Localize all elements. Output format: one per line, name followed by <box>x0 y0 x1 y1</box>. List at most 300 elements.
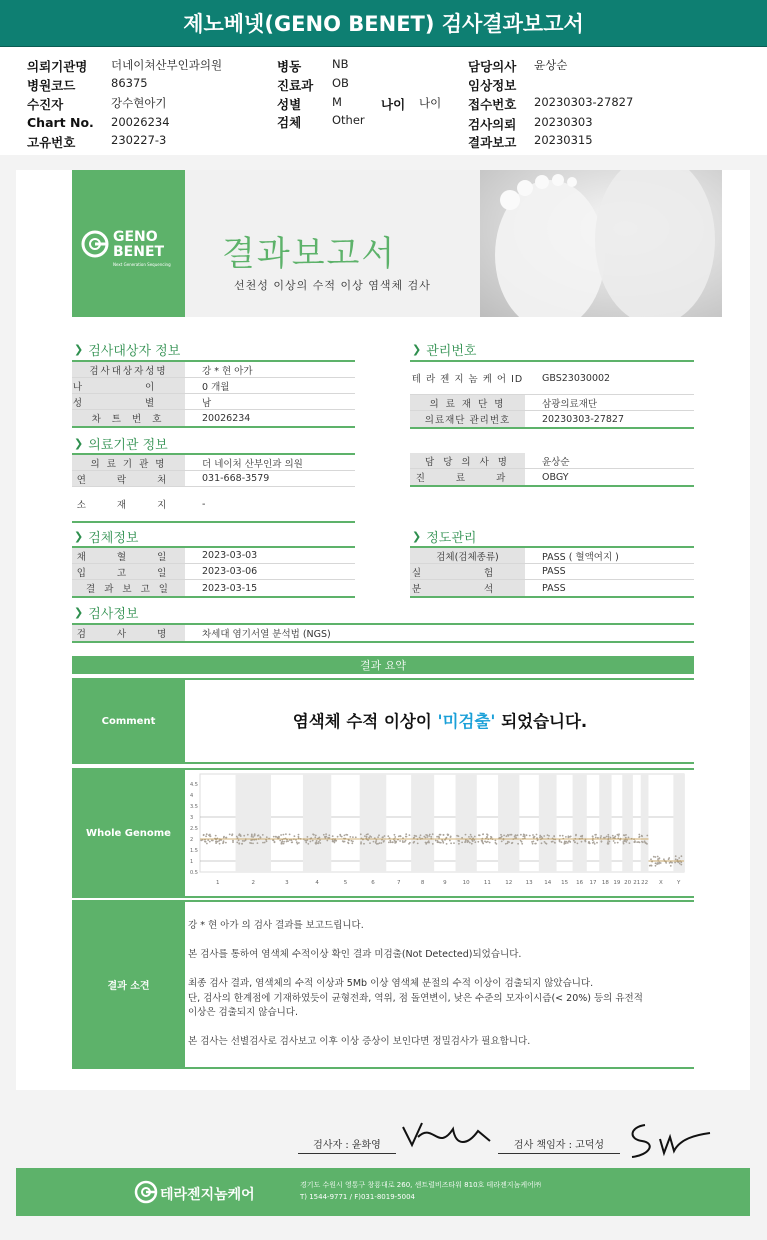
data-point <box>247 834 249 836</box>
data-point <box>606 836 608 838</box>
finding-line: 단, 검사의 한계점에 기재하였듯이 균형전좌, 역위, 점 돌연변이, 낮은 수준의 모자이시즘(< 20%) 등의 유전적 <box>188 993 643 1004</box>
specimen-value: Other <box>332 113 365 127</box>
data-point <box>203 834 205 836</box>
data-point <box>312 833 314 835</box>
x-tick-label: 3 <box>285 880 289 886</box>
data-point <box>419 837 421 839</box>
data-point <box>594 843 596 845</box>
data-point <box>287 840 289 842</box>
findings-label: 결과 소견 <box>107 981 150 992</box>
data-point <box>471 843 473 845</box>
data-point <box>521 843 523 845</box>
data-point <box>425 834 427 836</box>
data-point <box>461 842 463 844</box>
report-title: 제노베넷(GENO BENET) 검사결과보고서 <box>183 12 584 36</box>
data-point <box>291 839 293 841</box>
row-label: 의 료 재 단 명 <box>410 395 525 410</box>
data-point <box>312 840 314 842</box>
data-point <box>262 834 264 836</box>
data-point <box>458 843 460 845</box>
data-point <box>618 833 620 835</box>
table-row <box>72 548 355 564</box>
x-tick-label: X <box>659 880 663 886</box>
data-point <box>600 835 602 837</box>
data-point <box>280 834 282 836</box>
data-point <box>352 836 354 838</box>
doctor-value: 윤상순 <box>534 58 568 72</box>
data-point <box>608 836 610 838</box>
data-point <box>559 839 561 841</box>
data-point <box>592 836 594 838</box>
logo-tagline: Next Generation Sequencing <box>113 262 171 267</box>
data-point <box>414 835 416 837</box>
data-point <box>209 836 211 838</box>
data-point <box>392 841 394 843</box>
data-point <box>612 837 614 839</box>
data-point <box>594 834 596 836</box>
data-point <box>447 834 449 836</box>
data-point <box>417 843 419 845</box>
order-info-panel <box>0 47 767 155</box>
data-point <box>514 836 516 838</box>
row-value: 차세대 염기서열 분석법 (NGS) <box>202 629 331 640</box>
footer-address: 경기도 수원시 영통구 창룡대로 260, 센트럴비즈타워 810호 테라젠지놈케어㈜ <box>300 1181 541 1189</box>
data-point <box>283 834 285 836</box>
data-point <box>291 841 293 843</box>
management-table <box>410 360 694 429</box>
data-point <box>425 843 427 845</box>
data-point <box>319 842 321 844</box>
data-point <box>423 836 425 838</box>
chromosome-band <box>573 774 587 872</box>
data-point <box>553 836 555 838</box>
x-tick-label: 19 <box>613 880 621 886</box>
table-row <box>72 564 355 580</box>
row-value: 삼광의료재단 <box>542 398 598 410</box>
data-point <box>507 834 509 836</box>
data-point <box>505 843 507 845</box>
row-label: 담 당 의 사 명 <box>410 453 525 468</box>
data-point <box>307 836 309 838</box>
data-point <box>399 840 401 842</box>
data-point <box>413 841 415 843</box>
receipt-label: 접수번호 <box>468 97 517 112</box>
result-date-value: 20230315 <box>534 133 593 147</box>
x-tick-label: 5 <box>343 880 348 886</box>
y-tick-label: 3 <box>190 815 194 821</box>
data-point <box>634 840 636 842</box>
chromosome-band <box>411 774 434 872</box>
row-value: PASS ( 혈액여지 ) <box>542 551 619 563</box>
data-point <box>250 842 252 844</box>
data-point <box>328 837 330 839</box>
banner-subtitle: 선천성 이상의 수적 이상 염색체 검사 <box>234 279 431 292</box>
row-value: 더 네이처 산부인과 의원 <box>202 458 303 470</box>
whole-genome-chart <box>188 772 690 892</box>
data-point <box>623 834 625 836</box>
row-label: 결 과 보 고 일 <box>72 580 185 596</box>
data-point <box>364 835 366 837</box>
x-tick-label: 12 <box>505 880 513 886</box>
data-point <box>242 840 244 842</box>
data-point <box>644 840 646 842</box>
data-point <box>526 834 528 836</box>
data-point <box>668 857 670 859</box>
result-summary-bar <box>72 656 694 674</box>
data-point <box>209 834 211 836</box>
data-point <box>266 836 268 838</box>
data-point <box>614 842 616 844</box>
data-point <box>565 836 567 838</box>
data-point <box>325 833 327 835</box>
data-point <box>252 836 254 838</box>
row-label: 검 사 명 <box>72 625 185 641</box>
data-point <box>487 834 489 836</box>
row-label: 나 이 <box>72 378 185 393</box>
data-point <box>438 841 440 843</box>
data-point <box>241 843 243 845</box>
data-point <box>468 841 470 843</box>
data-point <box>285 833 287 835</box>
data-point <box>337 836 339 838</box>
data-point <box>515 837 517 839</box>
row-value: PASS <box>542 582 566 594</box>
chromosome-points <box>612 833 622 843</box>
data-point <box>219 843 221 845</box>
chromosome-band <box>599 774 611 872</box>
row-value: 강 * 현 아가 <box>202 365 253 377</box>
x-tick-label: 9 <box>443 880 447 886</box>
director-signature <box>620 1117 715 1162</box>
data-point <box>236 842 238 844</box>
data-point <box>378 834 380 836</box>
data-point <box>482 833 484 835</box>
table-row <box>72 410 355 426</box>
data-point <box>238 840 240 842</box>
test-table <box>72 623 694 643</box>
data-point <box>450 836 452 838</box>
unique-value: 230227-3 <box>111 133 167 147</box>
data-point <box>474 841 476 843</box>
data-point <box>595 837 597 839</box>
row-label: 성 별 <box>72 394 185 409</box>
data-point <box>243 835 245 837</box>
genome-label: Whole Genome <box>86 827 171 839</box>
section-subject-title: 검사대상자 정보 <box>88 344 181 359</box>
data-point <box>552 841 554 843</box>
specimen-table <box>72 546 355 598</box>
x-tick-label: 4 <box>315 880 319 886</box>
data-point <box>257 835 259 837</box>
data-point <box>369 835 371 837</box>
finding-line: 강 * 현 아가 의 검사 결과를 보고드립니다. <box>188 920 364 931</box>
data-point <box>674 862 676 864</box>
data-point <box>479 834 481 836</box>
data-point <box>427 836 429 838</box>
chromosome-band <box>622 774 633 872</box>
data-point <box>465 834 467 836</box>
comment-highlight: '미검출' <box>437 712 496 731</box>
director-signature-line <box>498 1136 620 1154</box>
row-value: PASS <box>542 566 566 577</box>
data-point <box>394 836 396 838</box>
table-row <box>72 580 355 596</box>
data-point <box>360 841 362 843</box>
data-point <box>257 842 259 844</box>
chart-no-label: Chart No. <box>27 115 94 130</box>
data-point <box>607 843 609 845</box>
data-point <box>314 836 316 838</box>
data-point <box>273 836 275 838</box>
data-point <box>517 834 519 836</box>
data-point <box>453 842 455 844</box>
data-point <box>232 840 234 842</box>
data-point <box>536 834 538 836</box>
data-point <box>420 834 422 836</box>
data-point <box>546 843 548 845</box>
data-point <box>486 837 488 839</box>
data-point <box>655 865 657 867</box>
data-point <box>496 843 498 845</box>
chromosome-points <box>633 834 640 844</box>
data-point <box>332 835 334 837</box>
data-point <box>319 839 321 841</box>
chart-no-value: 20026234 <box>111 115 170 129</box>
data-point <box>373 841 375 843</box>
data-point <box>468 836 470 838</box>
data-point <box>215 842 217 844</box>
data-point <box>432 843 434 845</box>
data-point <box>663 858 665 860</box>
data-point <box>377 836 379 838</box>
data-point <box>675 855 677 857</box>
row-value: 윤상순 <box>542 456 570 468</box>
data-point <box>427 842 429 844</box>
x-tick-label: 17 <box>589 880 597 886</box>
banner-logo-panel <box>72 170 185 317</box>
x-tick-label: 22 <box>641 880 649 886</box>
data-point <box>394 842 396 844</box>
sex-label: 성별 <box>277 97 302 112</box>
data-point <box>522 835 524 837</box>
data-point <box>607 834 609 836</box>
data-point <box>561 841 563 843</box>
data-point <box>223 836 225 838</box>
patient-label: 수진자 <box>27 97 64 112</box>
section-institution-title: 의료기관 정보 <box>88 438 168 453</box>
physician-table <box>410 453 694 487</box>
data-point <box>240 834 242 836</box>
data-point <box>559 835 561 837</box>
chromosome-band <box>498 774 519 872</box>
director-label: 검사 책임자 : 고덕성 <box>513 1140 605 1151</box>
data-point <box>215 835 217 837</box>
data-point <box>383 840 385 842</box>
data-point <box>575 834 577 836</box>
data-point <box>446 843 448 845</box>
data-point <box>297 843 299 845</box>
data-point <box>520 834 522 836</box>
data-point <box>430 836 432 838</box>
data-point <box>363 843 365 845</box>
data-point <box>612 835 614 837</box>
data-point <box>500 834 502 836</box>
data-point <box>482 842 484 844</box>
section-management-title: 관리번호 <box>426 344 477 359</box>
table-row <box>72 455 355 471</box>
chevron-right-icon: ❯ <box>412 530 422 543</box>
row-label: 분 석 <box>410 580 525 596</box>
data-point <box>200 840 202 842</box>
data-point <box>503 835 505 837</box>
table-row <box>410 469 694 485</box>
data-point <box>229 834 231 836</box>
data-point <box>477 841 479 843</box>
data-point <box>646 843 648 845</box>
data-point <box>573 840 575 842</box>
x-tick-label: 6 <box>371 880 375 886</box>
data-point <box>205 841 207 843</box>
data-point <box>623 843 625 845</box>
chromosome-band <box>235 774 270 872</box>
table-row <box>72 362 355 378</box>
data-point <box>279 840 281 842</box>
tester-label: 검사자 : 윤화영 <box>313 1140 381 1151</box>
divider <box>72 896 694 898</box>
data-point <box>670 865 672 867</box>
data-point <box>218 840 220 842</box>
data-point <box>577 843 579 845</box>
data-point <box>509 834 511 836</box>
data-point <box>381 842 383 844</box>
data-point <box>532 834 534 836</box>
section-specimen-title: 검체정보 <box>88 531 139 546</box>
data-point <box>389 840 391 842</box>
report-title-bar <box>0 0 767 47</box>
data-point <box>283 843 285 845</box>
y-tick-label: 1.5 <box>190 848 198 854</box>
data-point <box>568 835 570 837</box>
row-label: 실 험 <box>410 564 525 579</box>
table-row <box>410 548 694 564</box>
data-point <box>610 837 612 839</box>
data-point <box>387 835 389 837</box>
divider <box>72 1067 694 1069</box>
data-point <box>238 842 240 844</box>
data-point <box>211 840 213 842</box>
section-test <box>74 603 138 622</box>
data-point <box>209 841 211 843</box>
data-point <box>272 839 274 841</box>
data-point <box>507 841 509 843</box>
data-point <box>584 840 586 842</box>
table-row <box>72 625 694 641</box>
data-point <box>388 842 390 844</box>
data-point <box>625 837 627 839</box>
data-point <box>326 840 328 842</box>
data-point <box>315 835 317 837</box>
x-tick-label: 18 <box>601 880 609 886</box>
data-point <box>581 836 583 838</box>
data-point <box>487 841 489 843</box>
data-point <box>562 835 564 837</box>
y-tick-label: 2 <box>190 837 194 843</box>
chromosome-band <box>641 774 649 872</box>
chromosome-band <box>360 774 387 872</box>
sex-value: M <box>332 95 342 109</box>
data-point <box>622 841 624 843</box>
table-row <box>72 378 355 394</box>
data-point <box>471 836 473 838</box>
data-point <box>315 843 317 845</box>
doctor-label: 담당의사 <box>468 59 517 74</box>
chevron-right-icon: ❯ <box>74 606 84 619</box>
data-point <box>613 840 615 842</box>
data-point <box>443 834 445 836</box>
section-specimen <box>74 527 138 546</box>
data-point <box>456 835 458 837</box>
ward-label: 병동 <box>277 59 302 74</box>
data-point <box>567 842 569 844</box>
dept-label: 진료과 <box>277 78 314 93</box>
data-point <box>481 840 483 842</box>
table-row <box>72 471 355 487</box>
data-point <box>225 842 227 844</box>
data-point <box>351 842 353 844</box>
data-point <box>554 842 556 844</box>
data-point <box>207 839 209 841</box>
data-point <box>532 843 534 845</box>
data-point <box>465 840 467 842</box>
data-point <box>438 836 440 838</box>
institution-table <box>72 453 355 523</box>
result-date-label: 결과보고 <box>468 135 517 150</box>
chevron-right-icon: ❯ <box>74 530 84 543</box>
table-row <box>410 580 694 596</box>
data-point <box>428 835 430 837</box>
comment-text-post: 되었습니다. <box>495 712 588 731</box>
geno-benet-logo-icon <box>80 229 110 259</box>
data-point <box>402 841 404 843</box>
data-point <box>574 841 576 843</box>
banner-title: 결과보고서 <box>222 234 397 274</box>
chromosome-band <box>455 774 476 872</box>
data-point <box>351 840 353 842</box>
receipt-value: 20230303-27827 <box>534 95 634 109</box>
data-point <box>650 865 652 867</box>
data-point <box>260 837 262 839</box>
data-point <box>254 833 256 835</box>
data-point <box>603 837 605 839</box>
data-point <box>679 863 681 865</box>
table-row <box>410 453 694 469</box>
data-point <box>294 835 296 837</box>
section-qc <box>412 527 476 546</box>
data-point <box>360 833 362 835</box>
row-label: 진 료 과 <box>410 469 525 485</box>
y-tick-label: 0.5 <box>190 870 198 876</box>
data-point <box>628 837 630 839</box>
y-tick-label: 4 <box>190 793 194 799</box>
table-row <box>410 564 694 580</box>
code-value: 86375 <box>111 76 148 90</box>
data-point <box>409 842 411 844</box>
data-point <box>316 840 318 842</box>
data-point <box>262 842 264 844</box>
x-tick-label: 21 <box>633 880 641 886</box>
data-point <box>592 839 594 841</box>
data-point <box>341 836 343 838</box>
